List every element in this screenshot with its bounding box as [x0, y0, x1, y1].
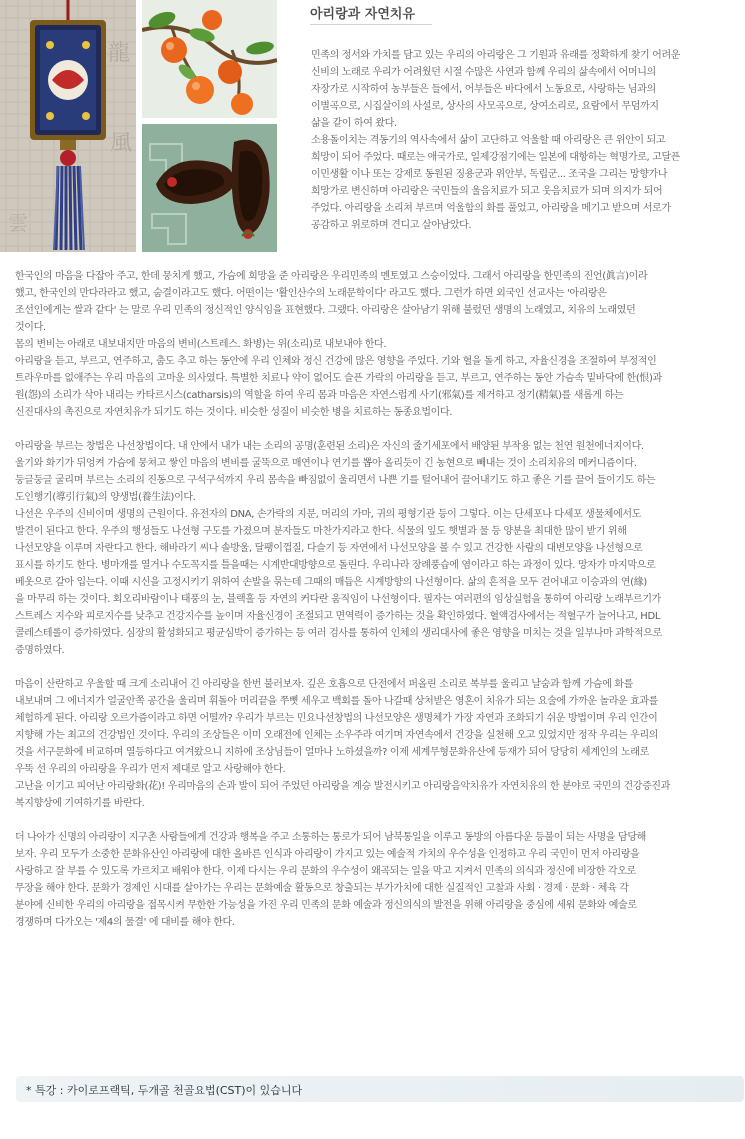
body-line: 표시를 하기도 한다. 병마개를 열거나 수도꼭지를 틀을때는 시계반대방향으로 돌린다. 우리나라 장례풍습에 염이라고 하는 과정이 있다. 망자가 마지막으로	[15, 560, 656, 571]
persimmon-branch-image	[142, 0, 277, 118]
body-line: 체험하게 된다. 아리랑 오르가즘이라고 하면 어떨까? 우리가 부르는 민요나선창법의 나선모양은 생명체가 가장 자연과 조화되기 쉬운 방법이며 우리 인간이	[15, 713, 658, 724]
body-line: 원(怨)의 소리가 삭아 내리는 카타르시스(catharsis)의 역할을 하여 우리 몸과 마음은 자연스럽게 사기(邪氣)를 제거하고 정기(精氣)를 새롭게 하는	[15, 390, 624, 401]
body-line: 했고, 한국인의 만다라라고 했고, 숨결이라고도 했다. 어떤이는 '활인산수의 노래문학이다' 라고도 했다. 그런가 하면 외국인 선교사는 '아리랑은	[15, 288, 607, 299]
body-line: 발견이 된다고 한다. 우주의 행성들도 나선형 구도를 가졌으며 분자들도 마찬가지라고 한다. 식물의 잎도 햇볕과 물 등 양분을 최대한 많이 받기 위해	[15, 526, 627, 537]
special-lecture-bar	[16, 1076, 744, 1102]
body-line: 스트레스 지수와 피로지수를 낮추고 건강지수를 높이며 자율신경이 조절되고 면역력이 증가하는 것을 확인하였다. 혈액검사에서는 적혈구가 늘어나고, HDL	[15, 611, 661, 622]
body-line: 마음이 산란하고 우울할 때 크게 소리내어 긴 아리랑을 한번 불러보자. 깊은 호흡으로 단전에서 퍼올린 소리로 복부를 울리고 날숨과 함께 가슴에 화를	[15, 679, 634, 690]
body-line: 베옷으로 갈아 입는다. 이때 시신을 고정시키기 위하여 손발을 묶는데 그때의 매듭은 시계방향의 나선형이다. 삶의 흔적을 모두 걷어내고 이승과의 연(緣)	[15, 577, 647, 588]
intro-line: 민족의 정서와 가치를 담고 있는 우리의 아리랑은 그 기원과 유래를 정확하게 찾기 어려운	[311, 50, 681, 61]
svg-text:龍: 龍	[108, 41, 131, 66]
body-line	[15, 812, 740, 829]
body-line: 신진대사의 촉진으로 자연치유가 되기도 하는 것이다. 비슷한 성질이 비슷한 병을 치료하는 동종요법이다.	[15, 407, 453, 418]
body-line: 나선은 우주의 신비이며 생명의 근원이다. 유전자의 DNA, 손가락의 지문, 머리의 가마, 귀의 평형기관 등이 그렇다. 이는 단세포나 다세포 생물체에서도	[15, 509, 642, 520]
body-line: 것이다.	[15, 322, 46, 333]
body-line: 도인행기(導引行氣)의 양생법(養生法)이다.	[15, 492, 196, 503]
traditional-shoes-image	[142, 124, 277, 252]
body-line: 복지향상에 기여하기를 바란다.	[15, 798, 145, 809]
body-line: 을 마무리 하는 것이다. 회오리바람이나 태풍의 눈, 블랙홀 등 자연의 커다란 움직임이 나선형이다. 필자는 여러편의 임상실험을 통하여 아리랑 노래부르기가	[15, 594, 661, 605]
intro-line: 이민생활 이나 또는 강제로 동원된 징용군과 위안부, 독립군... 조국을 그리는 망향가나	[311, 169, 668, 180]
intro-line: 희망가로 변신하며 아리랑은 국민들의 울음치료가 되고 웃음치료가 되며 의지가 되어	[311, 186, 663, 197]
body-line: 더 나아가 신명의 아리랑이 지구촌 사람들에게 건강과 행복을 주고 소통하는 통로가 되어 남북통일을 이루고 동방의 아름다운 등불이 되는 사명을 담당해	[15, 832, 646, 843]
title-divider	[310, 24, 432, 25]
intro-paragraph	[311, 47, 741, 234]
body-line: 내보내며 그 에너지가 얼굴안쪽 공간을 울리며 휘돌아 머리끝을 쭈뼛 세우고 백회를 돌아 나갈때 상처받은 영혼이 치유가 되는 요술에 가까운 놀라운 효과를	[15, 696, 659, 707]
intro-line: 소용돌이치는 격동기의 역사속에서 삶이 고단하고 억울할 때 아리랑은 큰 위안이 되고	[311, 135, 666, 146]
body-text	[15, 268, 740, 931]
svg-text:風: 風	[110, 131, 133, 156]
body-line: 조선인에게는 쌀과 같다' 는 말로 우리 민족의 정신적인 양식임을 표현했다. 그랬다. 아리랑은 살아남기 위해 불렀던 생명의 노래였고, 치유의 노래였던	[15, 305, 636, 316]
body-line: 트라우마를 없애주는 우리 마음의 고마운 의사였다. 특별한 치료나 약이 없어도 슬픈 가락의 아리랑을 듣고, 부르고, 연주하는 동안 가슴속 밑바닥에 한(恨)과	[15, 373, 662, 384]
body-line: 아리랑을 듣고, 부르고, 연주하고, 춤도 추고 하는 동안에 우리 인체와 정신 건강에 많은 영향을 주었다. 기와 혈을 돌게 하고, 자율신경을 조절하여 부정적인	[15, 356, 657, 367]
intro-line: 공감하고 위로하며 견디고 살아남았다.	[311, 220, 472, 231]
intro-line: 삶을 같이 하여 왔다.	[311, 118, 397, 129]
body-line: 몸의 변비는 아래로 내보내지만 마음의 변비(스트레스. 화병)는 위(소리)로 내보내야 한다.	[15, 339, 387, 350]
body-line: 둥글둥글 굴리며 부르는 소리의 진동으로 구석구석까지 우리 몸속을 빠짐없이 울리면서 나쁜 기를 털어내어 끌어내기도 하고 좋은 기를 끌어 들이기도 하는	[15, 475, 656, 486]
body-line: 울기와 화기가 뒤엉켜 가슴에 뭉쳐고 쌓인 마음의 변비를 굴뚝으로 매연이나 연기를 뽑아 올리듯이 긴 농현으로 빼내는 것이 소리치유의 메커니즘이다.	[15, 458, 637, 469]
body-line: 무장을 해야 한다. 문화가 경제인 시대를 살아가는 우리는 문화예술 활동으로 창출되는 부가가치에 대한 실질적인 고찰과 사회 · 경제 · 문화 · 체육 각	[15, 883, 629, 894]
intro-line: 자장가로 시작하여 농부들은 들에서, 어부들은 바다에서 노동요로, 사랑하는 님과의	[311, 84, 656, 95]
body-line: 분야에 신비한 우리의 아리랑을 접목시켜 무한한 가능성을 가진 우리 민족의 문화 예술과 정신의식의 발전을 위해 아리랑을 중심에 세워 문화와 예술로	[15, 900, 637, 911]
body-line: 우뚝 선 우리의 아리랑을 우리가 먼저 제대로 알고 사랑해야 한다.	[15, 764, 286, 775]
body-line: 경쟁하며 다가오는 '제4의 물결' 에 대비를 해야 한다.	[15, 917, 235, 928]
norigae-ornament-image	[0, 0, 136, 252]
intro-line: 이별곡으로, 시집살이의 사설로, 상사의 사모곡으로, 상여소리로, 요람에서 무덤까지	[311, 101, 659, 112]
special-lecture-note: * 특강 : 카이로프랙틱, 두개골 천골요법(CST)이 있습니다	[26, 1084, 303, 1097]
intro-line: 신비의 노래로 우리가 어려웠던 시절 수많은 사연과 함께 우리의 삶속에서 어머니의	[311, 67, 656, 78]
page-title: 아리랑과 자연치유	[310, 7, 415, 22]
body-line: 지향해 가는 최고의 건강법인 것이다. 우리의 조상들은 이미 오래전에 인체는 소우주라 여기며 자연속에서 건강을 실천해 오고 있었지만 정작 우리는 우리의	[15, 730, 659, 741]
body-line: 콜레스테롤이 증가하였다. 심장의 활성화되고 평균심박이 증가하는 등 여러 검사를 통하여 인체의 생리대사에 좋은 영향을 미치는 것을 일부나마 과학적으로	[15, 628, 662, 639]
body-line: 아리랑을 부르는 창법은 나선창법이다. 내 안에서 내가 내는 소리의 공명(훈련된 소리)은 자신의 줄기세포에서 배양된 부작용 없는 천연 원천에너지이다.	[15, 441, 644, 452]
body-line: 한국인의 마음을 다잡아 주고, 한데 뭉치게 했고, 가슴에 희망을 준 아리랑은 우리민족의 멘토였고 스승이었다. 그래서 아리랑을 한민족의 진언(眞言)이라	[15, 271, 648, 282]
intro-line: 희망이 되어 주었다. 때로는 애국가로, 일제강점기에는 일본에 대항하는 혁명가로, 고달픈	[311, 152, 681, 163]
body-line: 증명하였다.	[15, 645, 65, 656]
body-line: 사랑하고 잘 부를 수 있도록 가르치고 배워야 한다. 이제 다시는 우리 문화의 우수성이 왜곡되는 일을 막고 지켜서 민족의 의식과 정신에 비장한 각오로	[15, 866, 636, 877]
intro-line: 주었다. 아리랑을 소리쳐 부르며 억울함의 화를 풀었고, 아리랑을 메기고 받으며 서로가	[311, 203, 671, 214]
body-line: 보자. 우리 모두가 소중한 문화유산인 아리랑에 대한 올바른 인식과 아리랑이 가지고 있는 예술적 가치의 우수성을 인정하고 우리 국민이 먼저 아리랑을	[15, 849, 640, 860]
svg-text:雲: 雲	[8, 211, 28, 235]
body-line	[15, 659, 740, 676]
body-line: 것을 서구문화에 비교하며 열등하다고 여겨왔으니 지하에 조상님들이 얼마나 노하셨을까? 이제 세계무형문화유산에 등재가 되어 당당히 세계인의 노래로	[15, 747, 649, 758]
body-line	[15, 421, 740, 438]
body-line: 나선모양을 이루며 자란다고 한다. 해바라기 씨나 솔방울, 달팽이껍질, 다슬기 등 자연에서 나선모양을 볼 수 있고 건강한 사람의 대변모양을 나선형으로	[15, 543, 643, 554]
body-line: 고난을 이기고 피어난 아리랑화(花)! 우리마음의 손과 발이 되어 주었던 아리랑을 계승 발전시키고 아리랑음악치유가 자연치유의 한 분야로 국민의 건강증진과	[15, 781, 671, 792]
